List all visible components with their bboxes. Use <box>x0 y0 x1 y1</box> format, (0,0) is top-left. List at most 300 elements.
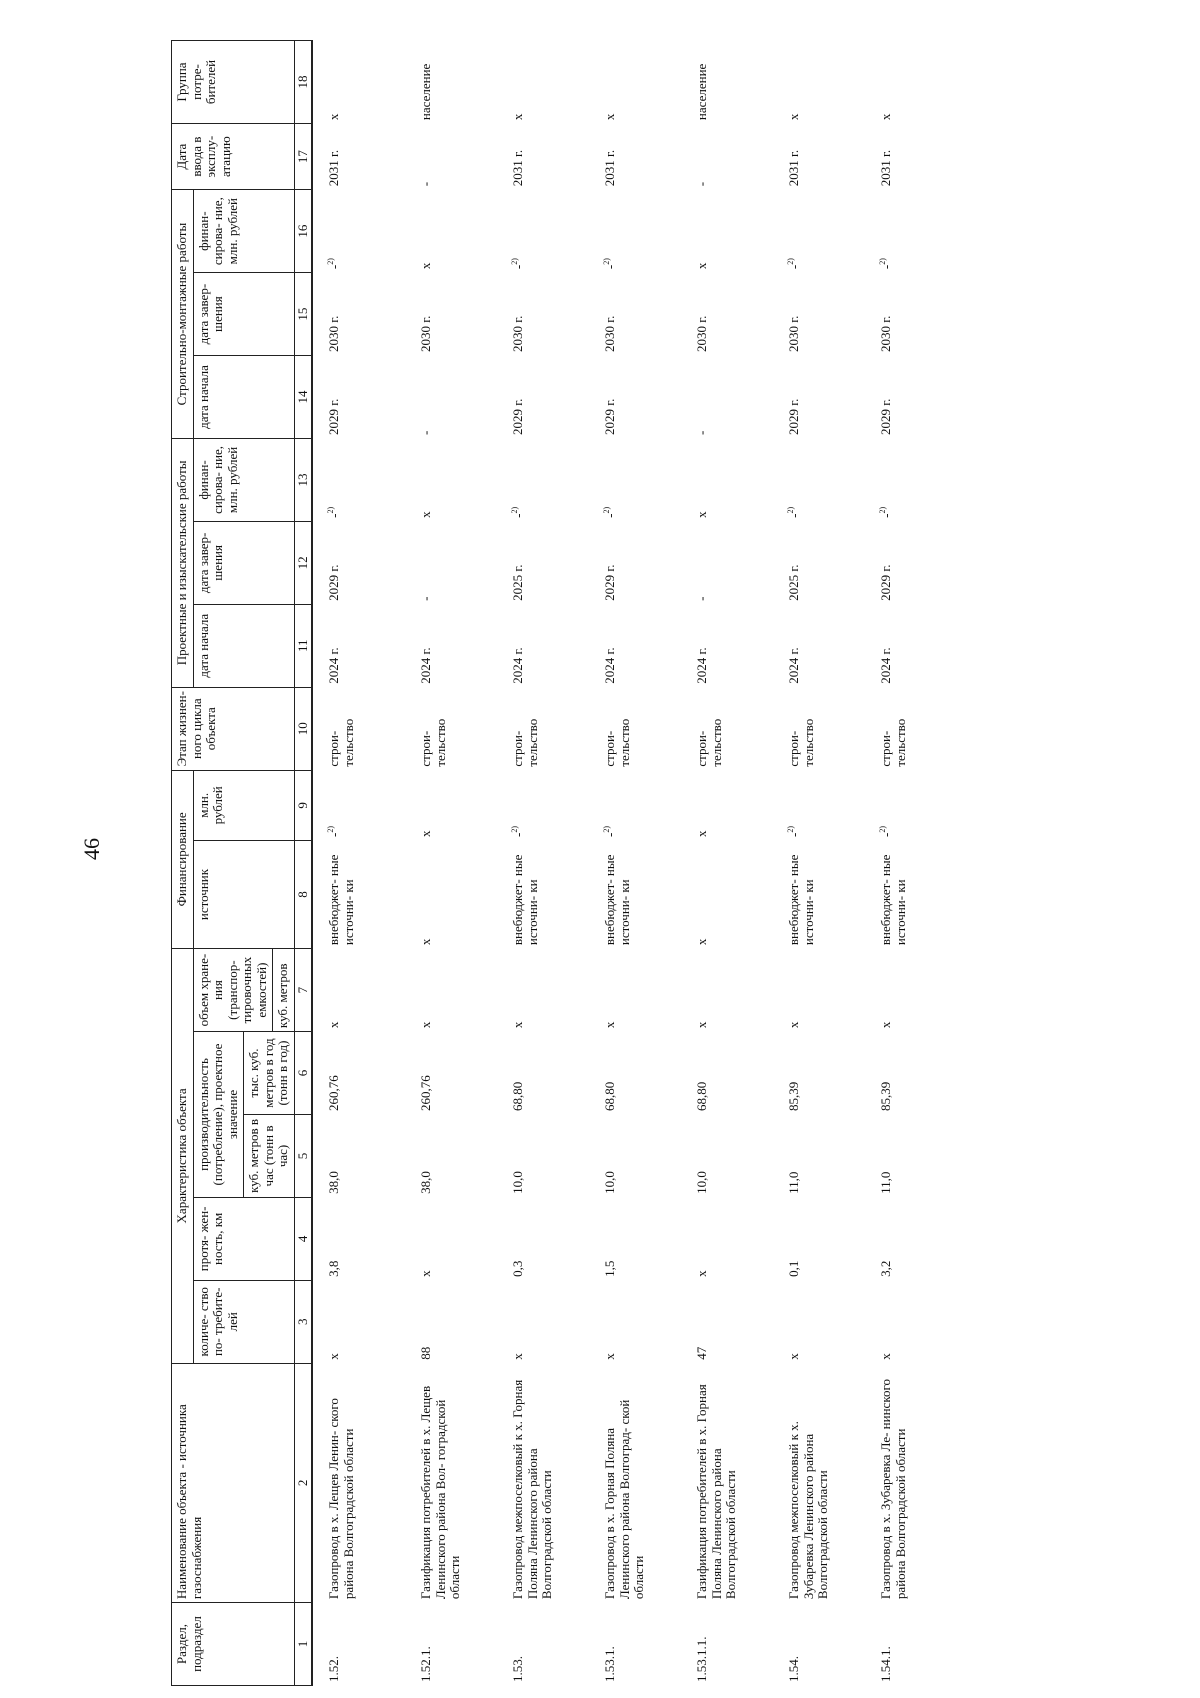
cell-mln <box>867 770 959 840</box>
cell-value: х <box>878 113 894 121</box>
cell-value: - <box>786 832 802 837</box>
cell-lifecycle <box>867 687 959 770</box>
cell-lifecycle <box>407 687 499 770</box>
cell-value: х <box>326 1353 342 1360</box>
cell-value: х <box>694 830 710 837</box>
cell-commission <box>591 124 683 190</box>
cell-name <box>499 1363 591 1602</box>
cell-lifecycle <box>499 687 591 770</box>
header-name: Наименование объекта - источника газоснабжения <box>172 1363 295 1602</box>
table-row <box>407 41 499 1686</box>
footnote-mark: 2) <box>510 258 520 265</box>
cell-value: х <box>602 1021 618 1029</box>
gas-supply-table <box>171 40 959 1686</box>
column-number: 3 <box>294 1280 312 1363</box>
cell-storage <box>683 949 775 1032</box>
header-financing: Финансирование <box>172 770 194 948</box>
cell-value: 2030 г. <box>878 315 894 353</box>
cell-value: 2024 г. <box>326 647 342 684</box>
header-storage-unit: куб. метров <box>273 949 295 1032</box>
page-number: 46 <box>79 838 104 860</box>
table-row <box>775 41 867 1686</box>
cell-storage <box>591 949 683 1032</box>
cell-consumers <box>312 1280 407 1363</box>
cell-value: х <box>694 1021 710 1029</box>
column-number: 8 <box>294 840 312 948</box>
cell-value: - <box>786 513 802 518</box>
cell-d-fin <box>683 438 775 521</box>
cell-commission <box>499 124 591 190</box>
cell-source <box>683 840 775 948</box>
cell-value: - <box>694 596 710 601</box>
cell-c-fin <box>683 190 775 273</box>
table-row <box>591 41 683 1686</box>
cell-lifecycle <box>775 687 867 770</box>
cell-value: Газопровод межпоселковый к х. Горная Поляна Ленинского района Волгоградской области <box>510 1379 555 1600</box>
cell-value: х <box>694 511 710 518</box>
cell-code <box>591 1603 683 1686</box>
cell-source <box>407 840 499 948</box>
cell-value: 0,3 <box>510 1260 526 1277</box>
cell-name <box>683 1363 775 1602</box>
cell-length <box>407 1197 499 1280</box>
column-number: 9 <box>294 770 312 840</box>
cell-consumers <box>683 1280 775 1363</box>
column-number: 7 <box>294 949 312 1032</box>
cell-source <box>867 840 959 948</box>
cell-c-end <box>407 273 499 356</box>
cell-d-end <box>591 521 683 604</box>
cell-value: 0,1 <box>786 1260 802 1277</box>
cell-value: х <box>694 938 710 946</box>
header-mln-rub: млн. рублей <box>193 770 294 840</box>
cell-c-end <box>312 273 407 356</box>
cell-code <box>775 1603 867 1686</box>
cell-mln <box>683 770 775 840</box>
cell-value: 2025 г. <box>786 564 802 601</box>
cell-hour <box>407 1114 499 1197</box>
cell-year <box>499 1032 591 1115</box>
cell-value: 1.54. <box>786 1656 802 1682</box>
cell-source <box>312 840 407 948</box>
cell-mln <box>499 770 591 840</box>
cell-length <box>683 1197 775 1280</box>
cell-value: - <box>418 596 434 601</box>
header-storage: объем хране- ния (транспор- тировочных емкостей) <box>193 949 273 1032</box>
cell-storage <box>775 949 867 1032</box>
footnote-mark: 2) <box>878 506 888 514</box>
cell-c-start <box>312 356 407 439</box>
cell-d-end <box>407 521 499 604</box>
cell-value: 3,2 <box>878 1260 894 1277</box>
cell-value: х <box>418 1021 434 1029</box>
cell-value: 2031 г. <box>326 149 342 187</box>
cell-value: Газопровод межпоселковый к х. Зубаревка Ленинского района Волгоградской области <box>786 1421 831 1600</box>
cell-value: 2030 г. <box>786 315 802 353</box>
column-number: 12 <box>294 521 312 604</box>
cell-value: строи- тельство <box>878 718 908 767</box>
cell-value: 2024 г. <box>510 647 526 684</box>
header-consumers-count: количе- ство по- требите- лей <box>193 1280 294 1363</box>
footnote-mark: 2) <box>786 258 796 265</box>
cell-value: внебюджет- ные источни- ки <box>602 854 632 946</box>
column-number: 5 <box>294 1114 312 1197</box>
cell-group <box>775 41 867 124</box>
footnote-mark: 2) <box>878 825 888 833</box>
cell-commission <box>775 124 867 190</box>
cell-value: 2024 г. <box>418 647 434 684</box>
cell-value: х <box>510 1353 526 1360</box>
cell-value: 11,0 <box>786 1171 802 1194</box>
cell-value: строи- тельство <box>510 718 540 767</box>
cell-value: - <box>418 430 434 435</box>
header-construction-funding: финан- сирова- ние, млн. рублей <box>193 190 294 273</box>
cell-length <box>591 1197 683 1280</box>
cell-value: 2030 г. <box>602 315 618 353</box>
cell-value: Газопровод в х. Горная Поляна Ленинского района Волгоград- ской области <box>602 1399 647 1600</box>
footnote-mark: 2) <box>878 258 888 265</box>
cell-value: строи- тельство <box>602 718 632 767</box>
cell-c-end <box>591 273 683 356</box>
cell-value: 2030 г. <box>510 315 526 353</box>
cell-group <box>591 41 683 124</box>
cell-value: х <box>418 511 434 518</box>
cell-value: 2031 г. <box>602 149 618 187</box>
cell-d-start <box>591 604 683 687</box>
cell-length <box>867 1197 959 1280</box>
cell-value: - <box>602 513 618 518</box>
header-source: источник <box>193 840 294 948</box>
cell-value: внебюджет- ные источни- ки <box>326 854 356 946</box>
cell-value: строи- тельство <box>418 718 448 767</box>
cell-value: 2029 г. <box>510 398 526 435</box>
cell-value: х <box>602 1353 618 1360</box>
cell-d-start <box>499 604 591 687</box>
header-design: Проектные и изыскательские работы <box>172 438 194 687</box>
table-row <box>312 41 407 1686</box>
cell-d-fin <box>591 438 683 521</box>
cell-group <box>683 41 775 124</box>
cell-value: 1.53. <box>510 1656 526 1682</box>
cell-c-start <box>775 356 867 439</box>
cell-d-start <box>775 604 867 687</box>
cell-c-fin <box>775 190 867 273</box>
footnote-mark: 2) <box>786 825 796 833</box>
cell-value: 2029 г. <box>326 564 342 601</box>
cell-value: 2029 г. <box>602 564 618 601</box>
cell-year <box>407 1032 499 1115</box>
cell-value: 2031 г. <box>510 149 526 187</box>
header-commission: Дата ввода в эксплу- атацию <box>172 124 295 190</box>
cell-commission <box>407 124 499 190</box>
cell-value: население <box>694 63 710 121</box>
column-number: 14 <box>294 356 312 439</box>
cell-value: 2029 г. <box>602 398 618 435</box>
cell-name <box>775 1363 867 1602</box>
cell-commission <box>683 124 775 190</box>
cell-group <box>407 41 499 124</box>
cell-length <box>775 1197 867 1280</box>
cell-code <box>499 1603 591 1686</box>
cell-value: 2029 г. <box>326 398 342 435</box>
cell-storage <box>312 949 407 1032</box>
cell-value: - <box>418 181 434 187</box>
cell-value: 2029 г. <box>786 398 802 435</box>
cell-length <box>499 1197 591 1280</box>
footnote-mark: 2) <box>326 506 336 514</box>
cell-name <box>312 1363 407 1602</box>
cell-consumers <box>775 1280 867 1363</box>
column-number: 18 <box>294 41 312 124</box>
header-section: Раздел, подраздел <box>172 1603 295 1686</box>
cell-value: 1.52. <box>326 1656 342 1682</box>
cell-consumers <box>499 1280 591 1363</box>
cell-value: х <box>418 1270 434 1277</box>
footnote-mark: 2) <box>602 825 612 833</box>
cell-source <box>499 840 591 948</box>
cell-name <box>591 1363 683 1602</box>
cell-value: х <box>786 1353 802 1360</box>
cell-value: х <box>418 938 434 946</box>
cell-consumers <box>867 1280 959 1363</box>
cell-hour <box>499 1114 591 1197</box>
cell-hour <box>312 1114 407 1197</box>
cell-value: х <box>878 1353 894 1360</box>
cell-value: 68,80 <box>602 1081 618 1111</box>
table-row <box>683 41 775 1686</box>
cell-d-end <box>867 521 959 604</box>
cell-value: х <box>602 113 618 121</box>
column-number: 1 <box>294 1603 312 1686</box>
cell-d-fin <box>867 438 959 521</box>
cell-value: Газопровод в х. Лещев Ленин- ского района Волгоградской области <box>326 1398 356 1600</box>
cell-value: 2031 г. <box>786 149 802 187</box>
cell-year <box>775 1032 867 1115</box>
cell-commission <box>867 124 959 190</box>
cell-value: 47 <box>694 1346 710 1360</box>
footnote-mark: 2) <box>602 506 612 514</box>
cell-storage <box>407 949 499 1032</box>
cell-value: 2029 г. <box>878 564 894 601</box>
cell-value: 1.53.1. <box>602 1646 618 1682</box>
header-construction-end: дата завер- шения <box>193 273 294 356</box>
cell-d-start <box>407 604 499 687</box>
cell-year <box>312 1032 407 1115</box>
column-number: 16 <box>294 190 312 273</box>
cell-value: 2030 г. <box>694 315 710 353</box>
header-construction: Строительно-монтажные работы <box>172 190 194 439</box>
column-number: 13 <box>294 438 312 521</box>
cell-value: 88 <box>418 1346 434 1360</box>
cell-code <box>312 1603 407 1686</box>
cell-value: - <box>694 181 710 187</box>
column-number: 15 <box>294 273 312 356</box>
cell-value: - <box>510 513 526 518</box>
column-number: 10 <box>294 687 312 770</box>
header-design-start: дата начала <box>193 604 294 687</box>
cell-value: - <box>878 832 894 837</box>
cell-value: 1.54.1. <box>878 1646 894 1682</box>
cell-source <box>591 840 683 948</box>
column-number: 17 <box>294 124 312 190</box>
cell-d-start <box>867 604 959 687</box>
column-number: 6 <box>294 1032 312 1115</box>
footnote-mark: 2) <box>326 258 336 265</box>
cell-value: 38,0 <box>418 1171 434 1194</box>
cell-value: 1,5 <box>602 1260 618 1277</box>
column-number: 11 <box>294 604 312 687</box>
cell-group <box>312 41 407 124</box>
cell-c-fin <box>867 190 959 273</box>
cell-year <box>591 1032 683 1115</box>
cell-value: - <box>602 264 618 270</box>
cell-value: внебюджет- ные источни- ки <box>878 854 908 946</box>
cell-c-end <box>683 273 775 356</box>
header-capacity-year: тыс. куб. метров в год (тонн в год) <box>244 1032 295 1115</box>
cell-d-end <box>683 521 775 604</box>
cell-value: - <box>326 264 342 270</box>
footnote-mark: 2) <box>510 506 520 514</box>
cell-value: х <box>878 1021 894 1029</box>
cell-value: 2024 г. <box>602 647 618 684</box>
footnote-mark: 2) <box>602 258 612 265</box>
column-number: 2 <box>294 1363 312 1602</box>
header-construction-start: дата начала <box>193 356 294 439</box>
header-length: протя- жен- ность, км <box>193 1197 294 1280</box>
header-lifecycle: Этап жизнен- ного цикла объекта <box>172 687 295 770</box>
cell-mln <box>312 770 407 840</box>
cell-value: - <box>786 264 802 270</box>
cell-value: 10,0 <box>694 1171 710 1194</box>
table-row <box>499 41 591 1686</box>
cell-code <box>867 1603 959 1686</box>
cell-d-end <box>499 521 591 604</box>
cell-value: 2030 г. <box>326 315 342 353</box>
cell-name <box>867 1363 959 1602</box>
cell-value: - <box>878 513 894 518</box>
cell-value: строи- тельство <box>694 718 724 767</box>
footnote-mark: 2) <box>510 825 520 833</box>
cell-lifecycle <box>591 687 683 770</box>
cell-value: 11,0 <box>878 1171 894 1194</box>
cell-c-end <box>867 273 959 356</box>
cell-value: х <box>418 830 434 837</box>
cell-mln <box>775 770 867 840</box>
table-row <box>867 41 959 1686</box>
cell-value: - <box>602 832 618 837</box>
cell-d-end <box>312 521 407 604</box>
cell-value: х <box>786 1021 802 1029</box>
cell-d-start <box>683 604 775 687</box>
cell-length <box>312 1197 407 1280</box>
cell-value: 1.52.1. <box>418 1646 434 1682</box>
cell-lifecycle <box>683 687 775 770</box>
cell-storage <box>499 949 591 1032</box>
cell-d-fin <box>312 438 407 521</box>
footnote-mark: 2) <box>786 506 796 514</box>
header-design-end: дата завер- шения <box>193 521 294 604</box>
cell-value: х <box>694 1270 710 1277</box>
cell-value: х <box>510 1021 526 1029</box>
cell-value: население <box>418 63 434 121</box>
cell-value: строи- тельство <box>786 718 816 767</box>
cell-value: 2024 г. <box>786 647 802 684</box>
cell-value: 10,0 <box>602 1171 618 1194</box>
cell-c-fin <box>499 190 591 273</box>
cell-lifecycle <box>312 687 407 770</box>
cell-value: 68,80 <box>694 1081 710 1111</box>
cell-value: строи- тельство <box>326 718 356 767</box>
cell-hour <box>683 1114 775 1197</box>
cell-c-end <box>775 273 867 356</box>
cell-group <box>499 41 591 124</box>
cell-value: 68,80 <box>510 1081 526 1111</box>
header-capacity: производительность (потребление), проектное значение <box>193 1032 244 1198</box>
cell-c-start <box>683 356 775 439</box>
cell-d-fin <box>499 438 591 521</box>
cell-mln <box>591 770 683 840</box>
cell-c-start <box>591 356 683 439</box>
cell-value: - <box>510 832 526 837</box>
cell-d-fin <box>407 438 499 521</box>
header-characteristics: Характеристика объекта <box>172 949 194 1364</box>
header-consumer-group: Группа потре- бителей <box>172 41 295 124</box>
cell-year <box>867 1032 959 1115</box>
cell-value: х <box>786 113 802 121</box>
cell-commission <box>312 124 407 190</box>
cell-source <box>775 840 867 948</box>
cell-consumers <box>591 1280 683 1363</box>
cell-c-fin <box>312 190 407 273</box>
cell-value: 2025 г. <box>510 564 526 601</box>
rotated-table-container <box>171 40 1183 1686</box>
cell-value: х <box>510 113 526 121</box>
cell-value: Газопровод в х. Зубаревка Ле- нинского района Волгоградской области <box>878 1379 908 1600</box>
cell-value: 85,39 <box>878 1081 894 1111</box>
cell-d-end <box>775 521 867 604</box>
cell-value: 260,76 <box>326 1075 342 1111</box>
cell-value: 2024 г. <box>878 647 894 684</box>
cell-c-fin <box>591 190 683 273</box>
cell-value: внебюджет- ные источни- ки <box>786 854 816 946</box>
cell-value: 85,39 <box>786 1081 802 1111</box>
cell-value: Газификация потребителей в х. Лещев Ленинского района Вол- гоградской области <box>418 1385 463 1600</box>
header-design-funding: финан- сирова- ние, млн. рублей <box>193 438 294 521</box>
cell-hour <box>591 1114 683 1197</box>
cell-value: х <box>326 1021 342 1029</box>
cell-name <box>407 1363 499 1602</box>
cell-mln <box>407 770 499 840</box>
cell-c-fin <box>407 190 499 273</box>
cell-value: внебюджет- ные источни- ки <box>510 854 540 946</box>
cell-c-start <box>407 356 499 439</box>
cell-hour <box>867 1114 959 1197</box>
cell-d-fin <box>775 438 867 521</box>
cell-value: - <box>878 264 894 270</box>
cell-value: 2024 г. <box>694 647 710 684</box>
cell-value: 2030 г. <box>418 315 434 353</box>
cell-value: х <box>418 262 434 270</box>
cell-c-end <box>499 273 591 356</box>
cell-value: х <box>694 262 710 270</box>
column-number: 4 <box>294 1197 312 1280</box>
footnote-mark: 2) <box>326 825 336 833</box>
cell-c-start <box>867 356 959 439</box>
header-capacity-hour: куб. метров в час (тонн в час) <box>244 1114 295 1197</box>
cell-value: 38,0 <box>326 1171 342 1194</box>
cell-value: 1.53.1.1. <box>694 1636 710 1682</box>
cell-storage <box>867 949 959 1032</box>
